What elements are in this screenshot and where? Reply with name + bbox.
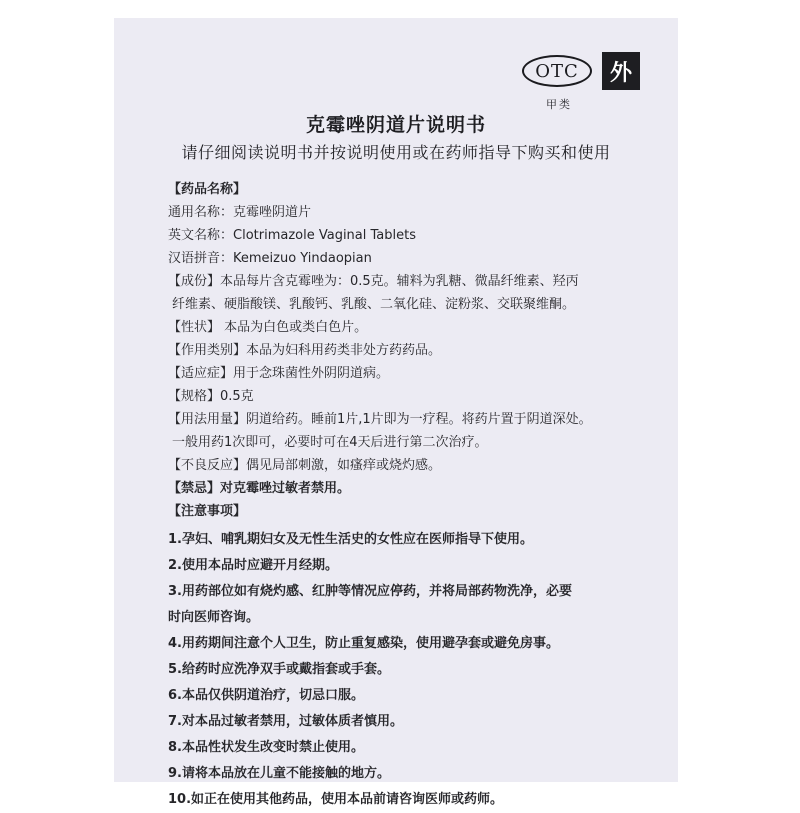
precaution-item-2: 2.使用本品时应避开月经期。 bbox=[168, 558, 338, 573]
precaution-item-1: 1.孕妇、哺乳期妇女及无性生活史的女性应在医师指导下使用。 bbox=[168, 532, 533, 547]
adverse-reactions: 【不良反应】偶见局部刺激，如瘙痒或烧灼感。 bbox=[168, 458, 442, 473]
dosage-line-1: 【用法用量】阴道给药。睡前1片,1片即为一疗程。将药片置于阴道深处。 bbox=[168, 412, 592, 427]
precaution-item-8: 8.本品性状发生改变时禁止使用。 bbox=[168, 740, 364, 755]
precaution-item-10: 10.如正在使用其他药品，使用本品前请咨询医师或药师。 bbox=[168, 792, 504, 807]
specification: 【规格】0.5克 bbox=[168, 389, 254, 404]
leaflet-title: 克霉唑阴道片说明书 bbox=[305, 114, 486, 136]
appearance: 【性状】 本品为白色或类白色片。 bbox=[168, 320, 368, 335]
precaution-item-6: 6.本品仅供阴道治疗，切忌口服。 bbox=[168, 688, 364, 703]
leaflet-body bbox=[168, 178, 638, 813]
precautions-header: 【注意事项】 bbox=[168, 504, 247, 519]
indication: 【适应症】用于念珠菌性外阴阴道病。 bbox=[168, 366, 390, 381]
precaution-item-3-line-2: 时向医师咨询。 bbox=[168, 610, 260, 625]
english-name: 英文名称：Clotrimazole Vaginal Tablets bbox=[168, 228, 416, 243]
pinyin-name: 汉语拼音：Kemeizuo Yindaopian bbox=[168, 251, 372, 266]
otc-mark: OTC bbox=[522, 55, 592, 87]
precaution-item-9: 9.请将本品放在儿童不能接触的地方。 bbox=[168, 766, 390, 781]
composition-line-1: 【成份】本品每片含克霉唑为：0.5克。辅料为乳糖、微晶纤维素、羟丙 bbox=[168, 274, 579, 289]
precaution-item-4: 4.用药期间注意个人卫生，防止重复感染，使用避孕套或避免房事。 bbox=[168, 636, 559, 651]
otc-class-label: 甲类 bbox=[546, 98, 572, 111]
drug-name-header: 【药品名称】 bbox=[168, 182, 247, 197]
leaflet-subtitle: 请仔细阅读说明书并按说明使用或在药师指导下购买和使用 bbox=[181, 143, 611, 162]
drug-category: 【作用类别】本品为妇科用药类非处方药药品。 bbox=[168, 343, 442, 358]
leaflet-page bbox=[114, 18, 678, 807]
dosage-line-2: 一般用药1次即可，必要时可在4天后进行第二次治疗。 bbox=[172, 435, 488, 450]
precaution-item-7: 7.对本品过敏者禁用，过敏体质者慎用。 bbox=[168, 714, 403, 729]
precaution-item-3-line-1: 3.用药部位如有烧灼感、红肿等情况应停药，并将局部药物洗净，必要 bbox=[168, 584, 572, 599]
contraindications: 【禁忌】对克霉唑过敏者禁用。 bbox=[168, 481, 351, 496]
external-use-mark: 外 bbox=[602, 52, 640, 90]
generic-name: 通用名称：克霉唑阴道片 bbox=[168, 205, 312, 220]
precaution-item-5: 5.给药时应洗净双手或戴指套或手套。 bbox=[168, 662, 390, 677]
precautions-list bbox=[168, 523, 638, 813]
composition-line-2: 纤维素、硬脂酸镁、乳酸钙、乳酸、二氧化硅、淀粉浆、交联聚维酮。 bbox=[172, 297, 576, 312]
